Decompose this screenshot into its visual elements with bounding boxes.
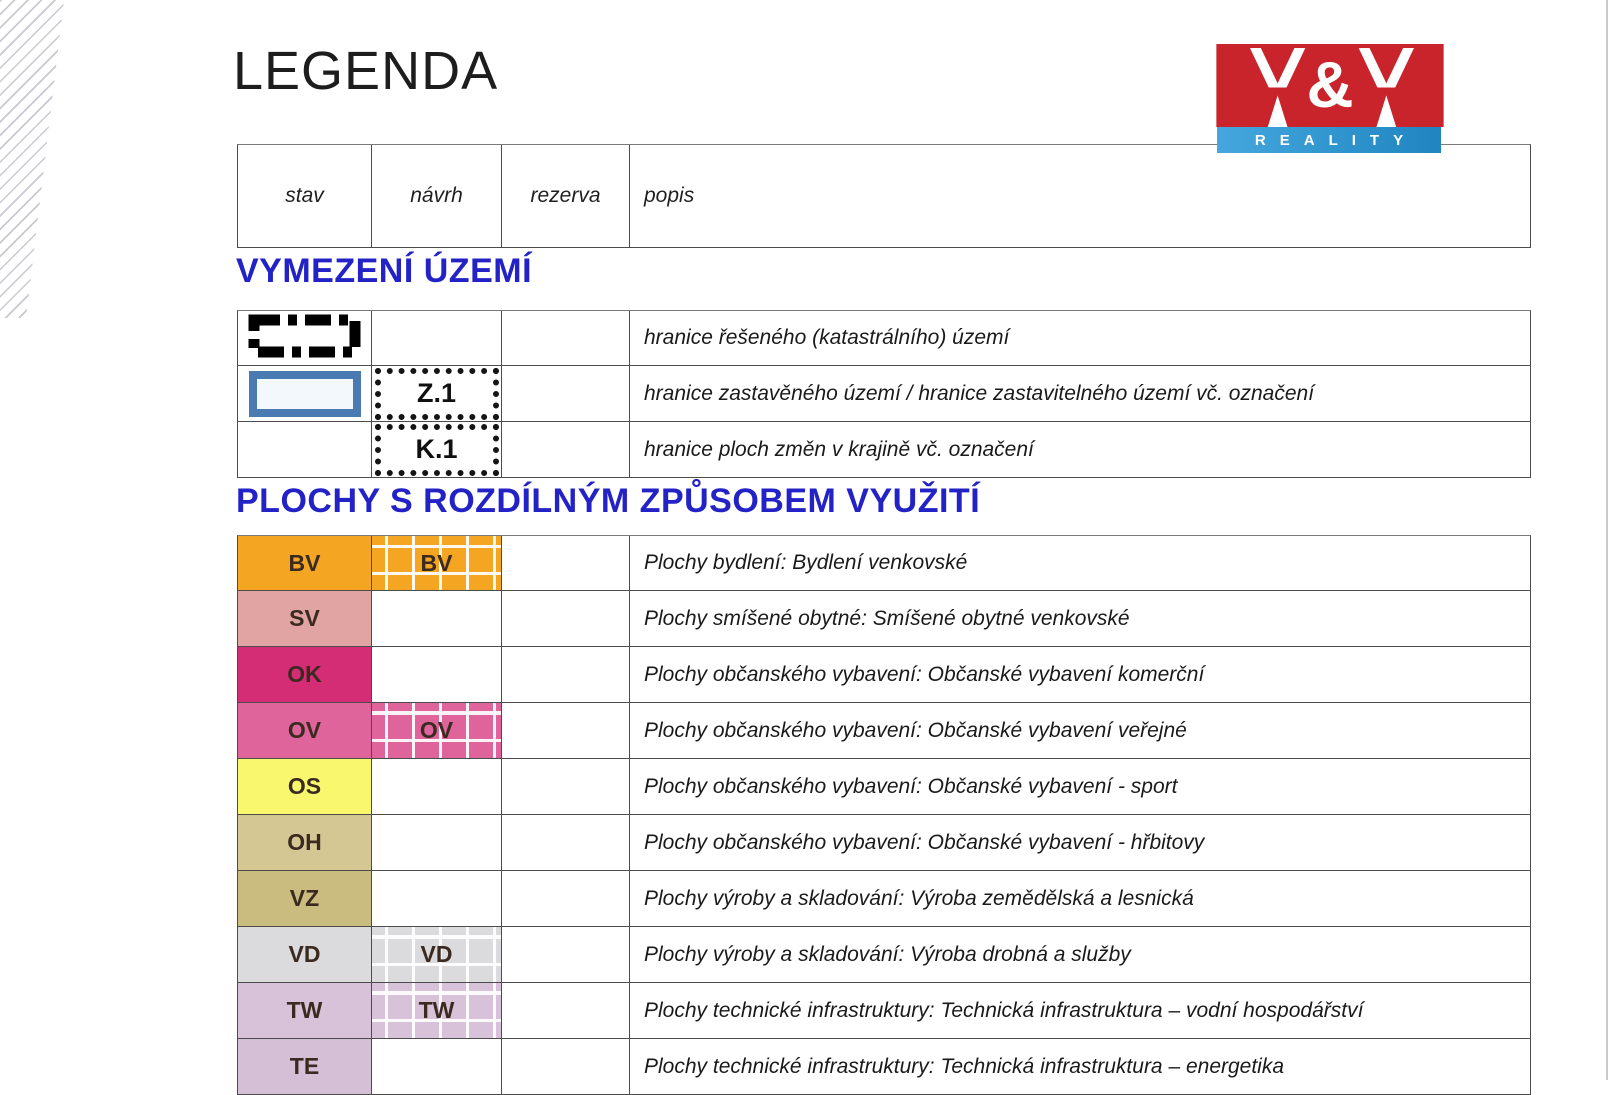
stav-cell [238,647,372,702]
popis-cell [630,422,1530,477]
page-edge-line [1606,0,1608,1080]
rezerva-cell [502,591,630,646]
rezerva-cell [502,1039,630,1094]
stav-swatch-ov: OV [238,703,371,758]
rezerva-cell [502,983,630,1038]
column-header-stav: stav [238,145,372,247]
stav-cell [238,759,372,814]
stav-cell [238,815,372,870]
rezerva-cell [502,871,630,926]
navrh-cell [372,703,502,758]
column-header-popis: popis [644,184,695,207]
rezerva-cell [502,366,630,421]
boundary-row [237,310,1531,366]
legend-column-header-table [237,144,1531,250]
popis-cell [630,703,1530,758]
row-description: hranice ploch změn v krajině vč. označení [644,437,1034,461]
popis-cell [630,536,1530,590]
area-row-te [237,1039,1531,1095]
area-row-vz [237,871,1531,927]
boundary-symbol-blue-rect [249,371,361,417]
decorative-hatching [0,0,64,318]
section-heading-vymezeni-uzemi: VYMEZENÍ ÚZEMÍ [236,252,533,290]
stav-cell [238,422,372,477]
navrh-cell [372,366,502,421]
rezerva-cell [502,703,630,758]
area-row-tw [237,983,1531,1039]
logo-reality-text: REALITY [1254,131,1418,149]
stav-swatch-ok: OK [238,647,371,702]
row-description: Plochy občanského vybavení: Občanské vybavení - sport [644,774,1178,798]
navrh-swatch-bv: BV [372,536,501,590]
area-row-bv [237,535,1531,591]
stav-swatch-oh: OH [238,815,371,870]
popis-cell [630,311,1530,365]
navrh-cell [372,815,502,870]
rezerva-cell [502,927,630,982]
popis-cell [630,591,1530,646]
column-header-row [237,144,1531,248]
navrh-cell [372,647,502,702]
popis-cell [630,927,1530,982]
column-header-rezerva: rezerva [502,145,630,247]
stav-cell [238,703,372,758]
stav-cell [238,311,372,365]
stav-cell [238,591,372,646]
row-description: Plochy technické infrastruktury: Technická infrastruktura – energetika [644,1054,1285,1078]
stav-cell [238,366,372,421]
navrh-swatch-ov: OV [372,703,501,758]
popis-cell [630,815,1530,870]
stav-swatch-sv: SV [238,591,371,646]
popis-cell [630,871,1530,926]
stav-cell [238,871,372,926]
row-description: Plochy výroby a skladování: Výroba zemědělská a lesnická [644,886,1194,910]
rezerva-cell [502,311,630,365]
row-description: hranice řešeného (katastrálního) území [644,326,1010,349]
area-row-sv [237,591,1531,647]
popis-cell [630,1039,1530,1094]
navrh-cell [372,871,502,926]
boundary-rows-table [237,310,1531,478]
navrh-cell [372,927,502,982]
row-description: Plochy občanského vybavení: Občanské vybavení - hřbitovy [644,830,1205,854]
navrh-cell [372,983,502,1038]
stav-swatch-bv: BV [238,536,371,590]
popis-cell [630,759,1530,814]
row-description: Plochy občanského vybavení: Občanské vybavení veřejné [644,718,1187,742]
navrh-cell [372,591,502,646]
rezerva-cell [502,647,630,702]
row-description: Plochy technické infrastruktury: Technická infrastruktura – vodní hospodářství [644,998,1364,1022]
area-row-ok [237,647,1531,703]
navrh-cell [372,311,502,365]
navrh-cell [372,1039,502,1094]
row-description: Plochy občanského vybavení: Občanské vybavení komerční [644,662,1205,686]
row-description: Plochy smíšené obytné: Smíšené obytné venkovské [644,606,1130,630]
area-row-oh [237,815,1531,871]
page-title: LEGENDA [233,41,499,101]
rezerva-cell [502,815,630,870]
section-heading-plochy: PLOCHY S ROZDÍLNÝM ZPŮSOBEM VYUŽITÍ [236,482,981,520]
stav-swatch-vz: VZ [238,871,371,926]
stav-swatch-os: OS [238,759,371,814]
stav-cell [238,536,372,590]
rezerva-cell [502,422,630,477]
stav-cell [238,927,372,982]
column-header-navrh: návrh [372,145,502,247]
row-description: hranice zastavěného území / hranice zastavitelného území vč. označení [644,381,1315,405]
navrh-swatch-tw: TW [372,983,501,1038]
rezerva-cell [502,759,630,814]
boundary-symbol-label: Z.1 [416,378,456,408]
navrh-cell [372,759,502,814]
mm-reality-logo [1215,44,1445,153]
row-description: Plochy výroby a skladování: Výroba drobná a služby [644,942,1131,966]
boundary-symbol-dash-black-rect [248,314,361,363]
row-description: Plochy bydlení: Bydlení venkovské [644,551,968,574]
popis-cell [630,983,1530,1038]
stav-swatch-te: TE [238,1039,371,1094]
logo-reality-bar [1217,127,1441,153]
stav-swatch-vd: VD [238,927,371,982]
logo-mm-mark [1215,44,1445,127]
navrh-cell [372,536,502,590]
boundary-row [237,366,1531,422]
boundary-symbol-dotted-rect [375,368,499,420]
stav-cell [238,983,372,1038]
area-row-os [237,759,1531,815]
stav-cell [238,1039,372,1094]
area-rows-table [237,535,1531,1095]
navrh-cell [372,422,502,477]
area-row-ov [237,703,1531,759]
boundary-row [237,422,1531,478]
popis-cell [630,366,1530,421]
ampersand-glyph: & [1306,48,1354,122]
boundary-symbol-dotted-rect [375,424,499,476]
stav-swatch-tw: TW [238,983,371,1038]
area-row-vd [237,927,1531,983]
popis-cell [630,647,1530,702]
boundary-symbol-label: K.1 [415,434,458,464]
navrh-swatch-vd: VD [372,927,501,982]
rezerva-cell [502,536,630,590]
